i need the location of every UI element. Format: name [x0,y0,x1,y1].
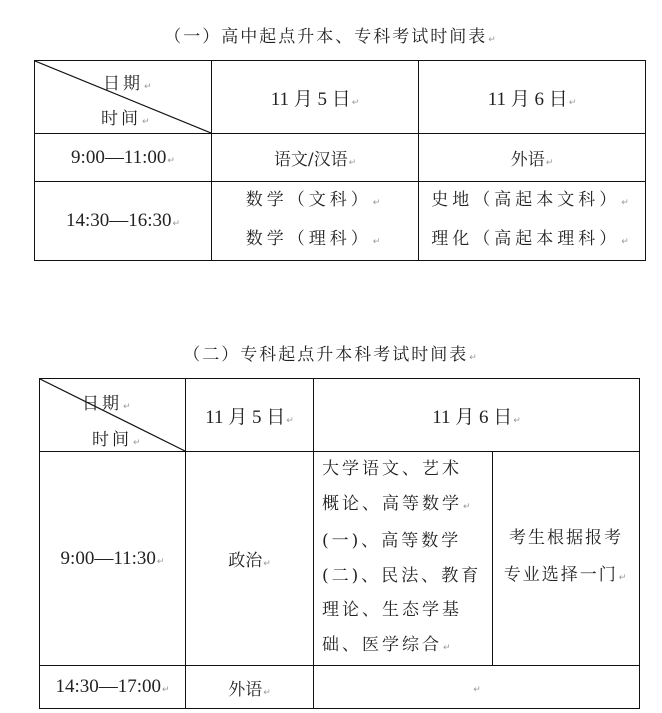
subject-cell: 外语↵ [419,134,646,182]
subject-cell: 数学（文科）↵ 数学（理科）↵ [212,182,419,261]
time-cell: 9:00—11:30↵ [40,452,186,666]
time-cell: 14:30—17:00↵ [40,666,186,709]
time-cell: 9:00—11:00↵ [35,134,212,182]
schedule-table-2 [39,378,640,709]
table-row [40,666,640,709]
diagonal-header-cell [35,61,212,134]
day2-header: 11 月 6 日↵ [419,61,646,134]
subject-cell: 史地（高起本文科）↵ 理化（高起本理科）↵ [419,182,646,261]
table-row [40,452,640,666]
day1-header: 11 月 5 日↵ [212,61,419,134]
time-label: 时间↵ [92,430,144,450]
elective-subjects-cell: 大学语文、艺术 概论、高等数学↵ (一)、高等数学 (二)、民法、教育 理论、生态学基 础、医学综合↵ [314,452,493,666]
day1-header: 11 月 5 日↵ [186,379,314,452]
table-row [35,182,646,261]
date-label: 日期↵ [103,74,155,94]
table1-title: （一）高中起点升本、专科考试时间表↵ [164,27,498,47]
subject-cell: 外语↵ [186,666,314,709]
subject-cell: 政治↵ [186,452,314,666]
empty-cell: ↵ [314,666,640,709]
day2-header: 11 月 6 日↵ [314,379,640,452]
table2-title: （二）专科起点升本科考试时间表↵ [183,345,479,365]
time-cell: 14:30—16:30↵ [35,182,212,261]
subject-cell: 语文/汉语↵ [212,134,419,182]
schedule-table-1 [34,60,646,261]
table-row [35,134,646,182]
selection-note-cell: 考生根据报考 专业选择一门↵ [493,452,640,666]
time-label: 时间↵ [101,109,153,129]
date-label: 日期↵ [82,394,134,414]
diagonal-header-cell [40,379,186,452]
